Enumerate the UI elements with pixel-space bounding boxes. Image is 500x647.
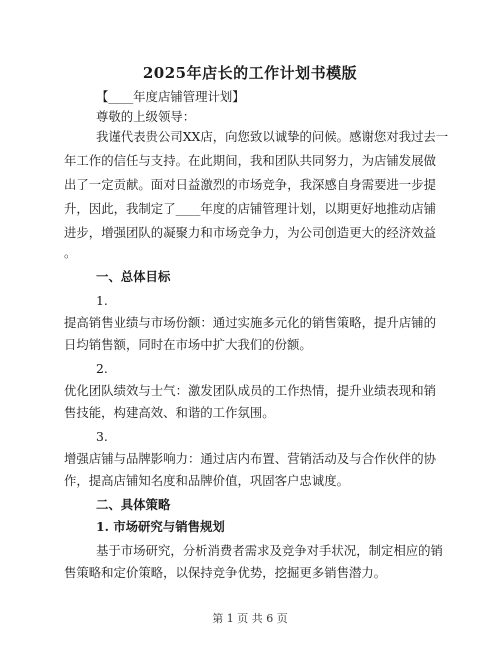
intro-line-2: 年工作的信任与支持。在此期间，我和团队共同努力，为店铺发展做 xyxy=(64,153,436,168)
intro-line-1: 我谨代表贵公司XX店，向您致以诚挚的问候。感谢您对我过去一 xyxy=(96,129,449,144)
goal-3-line-1: 增强店铺与品牌影响力：通过店内布置、营销活动及与合作伙伴的协 xyxy=(64,451,436,466)
intro-line-5: 进步，增强团队的凝聚力和市场竞争力，为公司创造更大的经济效益 xyxy=(64,225,436,240)
intro-line-4: 升，因此，我制定了____年度的店铺管理计划，以期更好地推动店铺 xyxy=(64,201,436,216)
goal-3-number: 3. xyxy=(96,429,108,444)
goal-1-line-2: 日均销售额，同时在市场中扩大我们的份额。 xyxy=(64,337,312,352)
goal-2-line-2: 售技能，构建高效、和谐的工作氛围。 xyxy=(64,405,275,420)
section2-heading: 二、具体策略 xyxy=(96,497,171,512)
intro-line-6: 。 xyxy=(64,245,77,260)
intro-line-3: 出了一定贡献。面对日益激烈的市场竞争，我深感自身需要进一步提 xyxy=(64,177,436,192)
salutation: 尊敬的上级领导： xyxy=(96,109,196,124)
document-title: 2025年店长的工作计划书模版 xyxy=(142,64,358,82)
goal-1-line-1: 提高销售业绩与市场份额：通过实施多元化的销售策略，提升店铺的 xyxy=(64,315,436,330)
goal-2-number: 2. xyxy=(96,361,108,376)
section1-heading: 一、总体目标 xyxy=(96,269,171,284)
strategy-line-2: 售策略和定价策略，以保持竞争优势，挖掘更多销售潜力。 xyxy=(64,565,387,580)
section2-subheading: 1. 市场研究与销售规划 xyxy=(96,519,225,534)
goal-2-line-1: 优化团队绩效与士气：激发团队成员的工作热情，提升业绩表现和销 xyxy=(64,383,436,398)
strategy-line-1: 基于市场研究，分析消费者需求及竞争对手状况，制定相应的销 xyxy=(96,543,443,558)
goal-1-number: 1. xyxy=(96,293,108,308)
document-subtitle: 【____年度店铺管理计划】 xyxy=(96,89,245,104)
goal-3-line-2: 作，提高店铺知名度和品牌价值，巩固客户忠诚度。 xyxy=(64,473,349,488)
page-footer: 第 1 页 共 6 页 xyxy=(212,612,288,625)
